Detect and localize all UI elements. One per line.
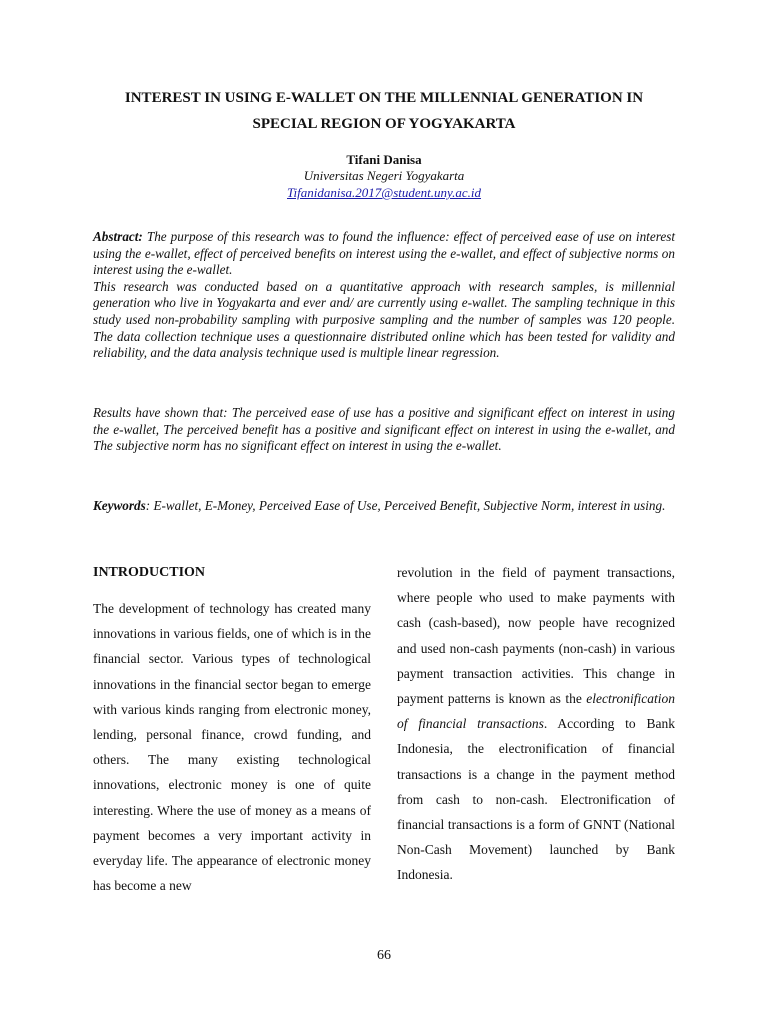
paper-title bbox=[60, 85, 708, 137]
author-affiliation: Universitas Negeri Yogyakarta bbox=[303, 168, 465, 183]
introduction-left-text: The development of technology has created many innovations in various fields, one of which is in the financial sector. Various types of technological innovations in the financial sector began to emerge with various kinds ranging from electronic money, lending, personal finance, crowd funding, and others. The many existing technological innovations, electronic money is one of quite interesting. Where the use of money as a means of payment becomes a very important activity in everyday life. The appearance of electronic money has become a new bbox=[93, 601, 371, 894]
right-column bbox=[397, 560, 675, 888]
introduction-right-italic: electronification of financial transactions bbox=[397, 691, 675, 732]
introduction-right-text-a: revolution in the field of payment transactions, where people who used to make payments with cash (cash-based), now people have recognized and used non-cash payments (non-cash) in various payment transaction activities. This change in payment patterns is known as the bbox=[397, 565, 675, 707]
author-email-link[interactable]: Tifanidanisa.2017@student.uny.ac.id bbox=[287, 185, 481, 200]
keywords-block bbox=[93, 498, 675, 515]
introduction-right-text-b: . According to Bank Indonesia, the electronification of financial transactions is a change in the payment method from cash to non-cash. Electronification of financial transactions is a form of GNNT (National Non-Cash Movement) launched by Bank Indonesia. bbox=[397, 716, 675, 883]
abstract-results-text: Results have shown that: The perceived ease of use has a positive and significant effect on interest in using the e-wallet, The perceived benefit has a positive and significant effect on interest in using the e-wallet, and The subjective norm has no significant effect on interest in using the e-wallet. bbox=[93, 405, 675, 454]
page-number: 66 bbox=[377, 948, 391, 963]
abstract-label: Abstract: bbox=[93, 229, 143, 244]
left-column bbox=[93, 560, 371, 898]
abstract-text-1b: This research was conducted based on a quantitative approach with research samples, is millennial generation who live in Yogyakarta and ever and/ are currently using e-wallet. The sampling technique in this study used non-probability sampling with purposive sampling and the number of samples was 120 people. The data collection technique uses a questionnaire distributed online which has been tested for validity and reliability, and the data analysis technique used is multiple linear regression. bbox=[93, 278, 675, 361]
abstract-paragraph-1 bbox=[93, 229, 675, 362]
abstract-text-1a: The purpose of this research was to found the influence: effect of perceived ease of use on interest using the e-wallet, effect of perceived benefits on interest using the e-wallet, and effect of subjective norms on interest using the e-wallet. bbox=[93, 229, 675, 278]
title-line-2: SPECIAL REGION OF YOGYAKARTA bbox=[252, 116, 516, 132]
keywords-label: Keywords bbox=[93, 498, 146, 513]
introduction-heading: INTRODUCTION bbox=[93, 565, 206, 580]
title-line-1: INTEREST IN USING E-WALLET ON THE MILLENNIAL GENERATION IN bbox=[124, 90, 644, 106]
abstract-paragraph-2 bbox=[93, 405, 675, 455]
keywords-text: : E-wallet, E-Money, Perceived Ease of Use, Perceived Benefit, Subjective Norm, interest in using. bbox=[145, 498, 666, 513]
author-block bbox=[60, 151, 708, 202]
author-name: Tifani Danisa bbox=[346, 152, 422, 167]
